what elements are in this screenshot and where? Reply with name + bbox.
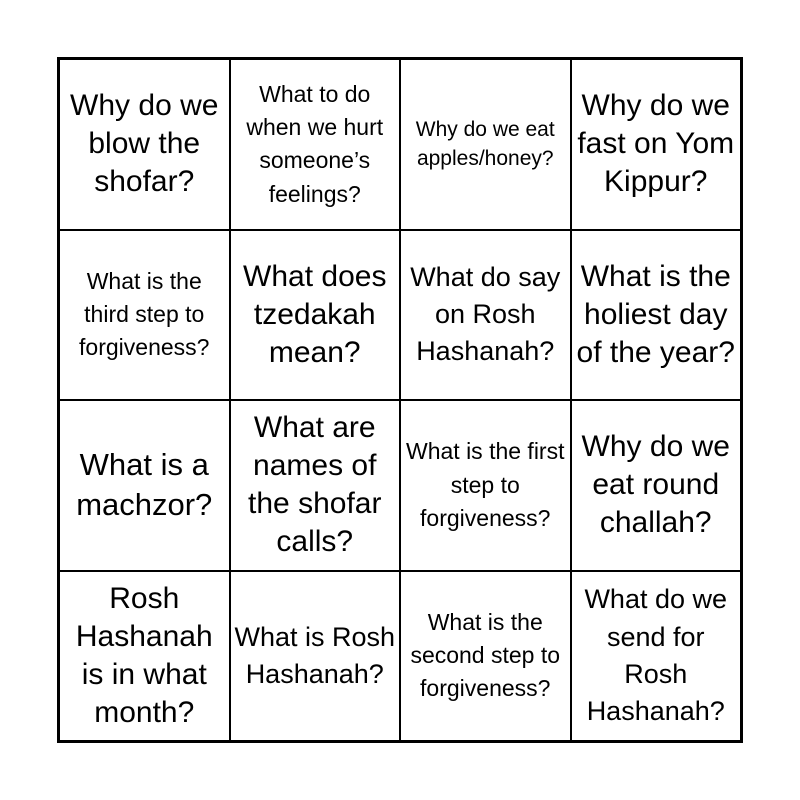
bingo-cell[interactable] (571, 571, 742, 742)
bingo-cell[interactable] (59, 230, 230, 401)
bingo-cell[interactable] (571, 400, 742, 571)
cell-text: What to do when we hurt someone’s feelings? (246, 80, 384, 207)
bingo-cell[interactable] (230, 571, 401, 742)
cell-text: Why do we fast on Yom Kippur? (577, 89, 735, 199)
cell-text: What is the holiest day of the year? (576, 259, 735, 369)
cell-text: What is a machzor? (76, 446, 213, 523)
bingo-cell[interactable] (230, 230, 401, 401)
bingo-cell[interactable] (571, 230, 742, 401)
bingo-cell[interactable] (59, 571, 230, 742)
cell-text: What is the first step to forgiveness? (406, 438, 565, 531)
bingo-cell[interactable] (571, 59, 742, 230)
cell-text: What do say on Rosh Hashanah? (410, 261, 561, 367)
bingo-cell[interactable] (230, 400, 401, 571)
cell-text: Why do we eat apples/honey? (415, 117, 555, 171)
bingo-cell[interactable] (59, 400, 230, 571)
bingo-cell[interactable] (59, 59, 230, 230)
cell-text: Why do we eat round challah? (581, 430, 730, 540)
bingo-cell[interactable] (230, 59, 401, 230)
cell-text: What is Rosh Hashanah? (234, 621, 396, 689)
bingo-cell[interactable] (400, 230, 571, 401)
cell-text: What do we send for Rosh Hashanah? (584, 584, 728, 726)
cell-text: Rosh Hashanah is in what month? (75, 581, 213, 729)
cell-text: What is the second step to forgiveness? (410, 608, 561, 702)
bingo-cell[interactable] (400, 59, 571, 230)
cell-text: What does tzedakah mean? (243, 259, 387, 369)
cell-text: What are names of the shofar calls? (248, 411, 382, 559)
bingo-cell[interactable] (400, 571, 571, 742)
cell-text: Why do we blow the shofar? (70, 89, 219, 199)
cell-text: What is the third step to forgiveness? (79, 267, 210, 361)
bingo-board (57, 57, 743, 743)
bingo-cell[interactable] (400, 400, 571, 571)
